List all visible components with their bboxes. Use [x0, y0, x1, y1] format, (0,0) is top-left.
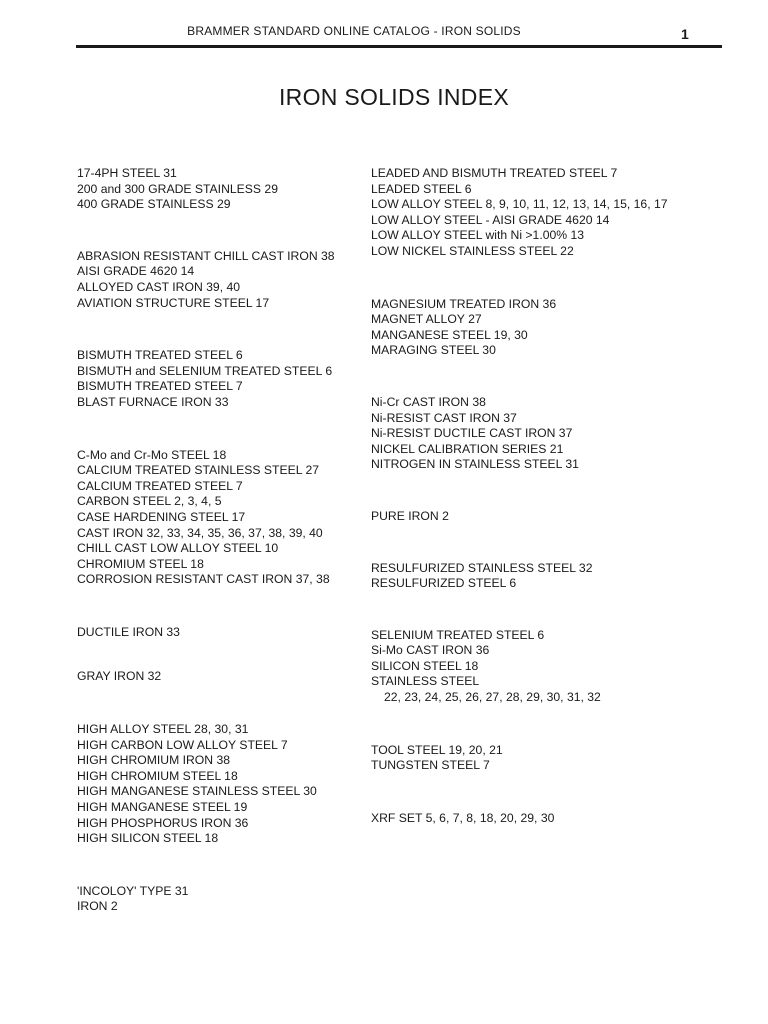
index-entry: LOW ALLOY STEEL with Ni >1.00% 13	[371, 228, 585, 243]
header-rule	[76, 45, 722, 48]
index-entry: TUNGSTEN STEEL 7	[371, 758, 490, 773]
index-group	[77, 249, 377, 311]
index-entry: XRF SET 5, 6, 7, 8, 18, 20, 29, 30	[371, 810, 555, 825]
index-entry: HIGH MANGANESE STEEL 19	[77, 800, 248, 815]
index-entry: STAINLESS STEEL	[371, 674, 480, 689]
index-group	[371, 509, 751, 525]
index-entry: HIGH CHROMIUM STEEL 18	[77, 768, 238, 783]
catalog-header-title: BRAMMER STANDARD ONLINE CATALOG - IRON SOLIDS	[187, 24, 521, 38]
index-entry: ABRASION RESISTANT CHILL CAST IRON 38	[77, 248, 335, 263]
index-entry: HIGH CARBON LOW ALLOY STEEL 7	[77, 737, 288, 752]
index-group	[77, 448, 377, 588]
index-entry: 200 and 300 GRADE STAINLESS 29	[77, 181, 278, 196]
index-entry: BLAST FURNACE IRON 33	[77, 394, 229, 409]
index-group	[371, 395, 751, 473]
index-entry: 'INCOLOY' TYPE 31	[77, 883, 189, 898]
index-entry: RESULFURIZED STEEL 6	[371, 576, 517, 591]
index-entry: LEADED AND BISMUTH TREATED STEEL 7	[371, 166, 618, 180]
index-entry: Ni-RESIST CAST IRON 37	[371, 410, 517, 425]
index-entry: RESULFURIZED STAINLESS STEEL 32	[371, 560, 593, 575]
index-entry: 17-4PH STEEL 31	[77, 166, 177, 180]
index-entry: CAST IRON 32, 33, 34, 35, 36, 37, 38, 39, 40	[77, 525, 323, 540]
index-entry: HIGH PHOSPHORUS IRON 36	[77, 815, 249, 830]
index-entry: MAGNESIUM TREATED IRON 36	[371, 296, 557, 311]
index-entry: IRON 2	[77, 899, 118, 914]
index-entry: C-Mo and Cr-Mo STEEL 18	[77, 447, 227, 462]
index-entry: LOW ALLOY STEEL - AISI GRADE 4620 14	[371, 212, 610, 227]
index-entry: MANGANESE STEEL 19, 30	[371, 327, 528, 342]
index-entry: CASE HARDENING STEEL 17	[77, 509, 246, 524]
index-group	[371, 743, 751, 774]
index-entry: MARAGING STEEL 30	[371, 343, 496, 358]
page-number: 1	[681, 26, 689, 42]
index-group	[371, 628, 751, 706]
index-group	[77, 722, 377, 847]
left-index-column	[77, 166, 377, 915]
index-entry: LOW ALLOY STEEL 8, 9, 10, 11, 12, 13, 14, 15, 16, 17	[371, 197, 668, 212]
index-entry: CALCIUM TREATED STEEL 7	[77, 478, 243, 493]
index-entry: AISI GRADE 4620 14	[77, 264, 195, 279]
index-entry: NICKEL CALIBRATION SERIES 21	[371, 441, 564, 456]
index-entry: Ni-Cr CAST IRON 38	[371, 394, 486, 409]
index-group	[371, 811, 751, 827]
index-entry: PURE IRON 2	[371, 508, 449, 523]
index-group	[371, 297, 751, 359]
index-entry: HIGH SILICON STEEL 18	[77, 831, 219, 846]
index-entry: HIGH MANGANESE STAINLESS STEEL 30	[77, 784, 317, 799]
index-entry: CORROSION RESISTANT CAST IRON 37, 38	[77, 572, 330, 587]
index-entry: DUCTILE IRON 33	[77, 624, 180, 639]
index-entry: LEADED STEEL 6	[371, 181, 472, 196]
index-group	[77, 884, 377, 915]
index-title: IRON SOLIDS INDEX	[278, 84, 510, 110]
index-group	[77, 166, 377, 213]
index-group	[77, 625, 377, 641]
page-header	[0, 22, 768, 44]
index-entry: 22, 23, 24, 25, 26, 27, 28, 29, 30, 31, 32	[384, 690, 601, 705]
index-entry: MAGNET ALLOY 27	[371, 312, 482, 327]
index-entry: NITROGEN IN STAINLESS STEEL 31	[371, 457, 579, 472]
index-entry: CARBON STEEL 2, 3, 4, 5	[77, 494, 222, 509]
index-entry: BISMUTH and SELENIUM TREATED STEEL 6	[77, 363, 333, 378]
index-entry: Ni-RESIST DUCTILE CAST IRON 37	[371, 426, 573, 441]
index-entry: CHROMIUM STEEL 18	[77, 556, 204, 571]
index-entry: GRAY IRON 32	[77, 669, 162, 684]
index-entry: Si-Mo CAST IRON 36	[371, 643, 490, 658]
index-entry: SILICON STEEL 18	[371, 658, 479, 673]
index-entry: HIGH ALLOY STEEL 28, 30, 31	[77, 722, 249, 737]
right-index-column	[371, 166, 751, 826]
index-entry: 400 GRADE STAINLESS 29	[77, 197, 231, 212]
index-entry: ALLOYED CAST IRON 39, 40	[77, 279, 241, 294]
index-group	[371, 166, 751, 260]
index-entry: HIGH CHROMIUM IRON 38	[77, 753, 231, 768]
index-entry: LOW NICKEL STAINLESS STEEL 22	[371, 243, 574, 258]
index-entry: TOOL STEEL 19, 20, 21	[371, 742, 503, 757]
index-entry: SELENIUM TREATED STEEL 6	[371, 627, 545, 642]
index-group	[77, 669, 377, 685]
index-group	[371, 561, 751, 592]
index-entry: CHILL CAST LOW ALLOY STEEL 10	[77, 541, 279, 556]
index-group	[77, 348, 377, 410]
index-entry: BISMUTH TREATED STEEL 7	[77, 379, 243, 394]
index-entry: AVIATION STRUCTURE STEEL 17	[77, 295, 270, 310]
index-entry: BISMUTH TREATED STEEL 6	[77, 348, 243, 363]
index-entry: CALCIUM TREATED STAINLESS STEEL 27	[77, 463, 320, 478]
